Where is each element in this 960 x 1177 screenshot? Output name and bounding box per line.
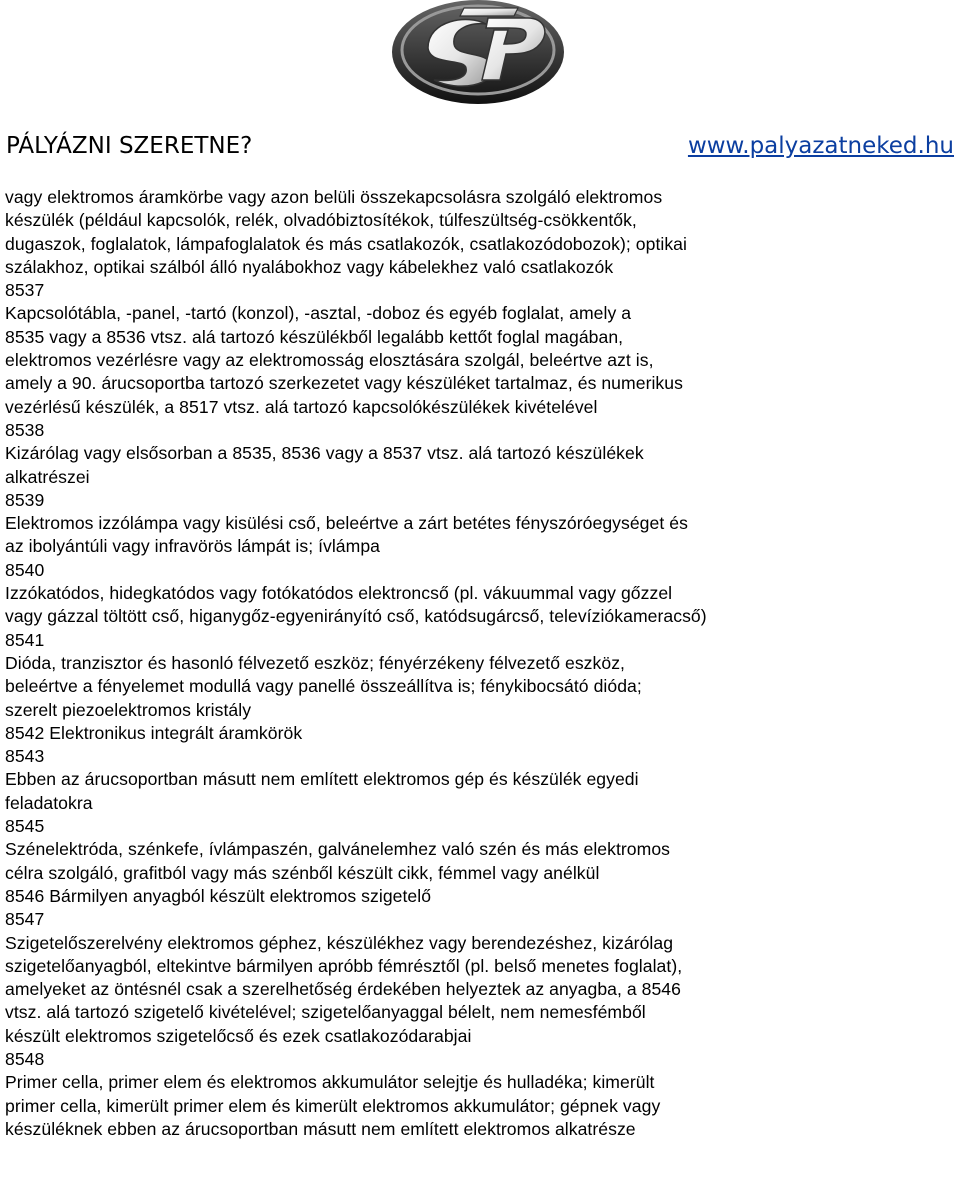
text-line: Elektromos izzólámpa vagy kisülési cső, beleértve a zárt betétes fényszóróegységet és [5, 513, 688, 534]
text-line: 8535 vagy a 8536 vtsz. alá tartozó készülékből legalább kettőt foglal magában, [5, 326, 624, 347]
text-line: Izzókatódos, hidegkatódos vagy fotókatódos elektroncső (pl. vákuummal vagy gőzzel [5, 583, 673, 604]
text-line: célra szolgáló, grafitból vagy más szénből készült cikk, fémmel vagy anélkül [5, 862, 600, 883]
text-line: feladatokra [5, 792, 93, 813]
text-line: Szénelektróda, szénkefe, ívlámpaszén, galvánelemhez való szén és más elektromos [5, 839, 671, 860]
page-header [6, 126, 954, 166]
text-line: Ebben az árucsoportban másutt nem említett elektromos gép és készülék egyedi [5, 769, 639, 790]
usp-logo-icon [368, 0, 588, 120]
text-line: 8547 [5, 909, 45, 930]
text-line: 8543 [5, 746, 45, 767]
text-line: amelyeket az öntésnél csak a szerelhetőség érdekében helyeztek az anyagba, a 8546 [5, 979, 681, 1000]
text-line: készüléknek ebben az árucsoportban másutt nem említett elektromos alkatrésze [5, 1118, 636, 1139]
text-line: 8539 [5, 489, 45, 510]
text-line: Primer cella, primer elem és elektromos akkumulátor selejtje és hulladéka; kimerült [5, 1072, 655, 1093]
document-body [5, 186, 955, 1141]
text-line: Kapcsolótábla, -panel, -tartó (konzol), -asztal, -doboz és egyéb foglalat, amely a [5, 303, 632, 324]
text-line: Dióda, tranzisztor és hasonló félvezető eszköz; fényérzékeny félvezető eszköz, [5, 652, 625, 673]
text-line: dugaszok, foglalatok, lámpafoglalatok és más csatlakozók, csatlakozódobozok); optikai [5, 233, 687, 254]
text-line: beleértve a fényelemet modullá vagy panellé összeállítva is; fénykibocsátó dióda; [5, 676, 642, 697]
text-line: 8545 [5, 816, 45, 837]
text-line: 8537 [5, 280, 45, 301]
text-line: készülék (például kapcsolók, relék, olvadóbiztosítékok, túlfeszültség-csökkentők, [5, 210, 637, 231]
text-line: vtsz. alá tartozó szigetelő kivételével; szigetelőanyaggal bélelt, nem nemesfémből [5, 1002, 646, 1023]
text-line: készült elektromos szigetelőcső és ezek csatlakozódarabjai [5, 1025, 472, 1046]
text-line: amely a 90. árucsoportba tartozó szerkezetet vagy készüléket tartalmaz, és numerikus [5, 373, 683, 394]
header-title: PÁLYÁZNI SZERETNE? [6, 133, 253, 159]
text-line: 8546 Bármilyen anyagból készült elektromos szigetelő [5, 885, 432, 906]
text-line: 8538 [5, 419, 45, 440]
text-line: 8548 [5, 1048, 45, 1069]
text-line: szerelt piezoelektromos kristály [5, 699, 252, 720]
text-line: 8541 [5, 629, 45, 650]
text-line: Kizárólag vagy elsősorban a 8535, 8536 vagy a 8537 vtsz. alá tartozó készülékek [5, 443, 644, 464]
text-line: vagy gázzal töltött cső, higanygőz-egyenirányító cső, katódsugárcső, televíziókameracső) [5, 606, 707, 627]
website-link[interactable]: www.palyazatneked.hu [687, 133, 954, 159]
text-line: szigetelőanyagból, eltekintve bármilyen apróbb fémrésztől (pl. belső menetes foglalat), [5, 955, 683, 976]
text-line: szálakhoz, optikai szálból álló nyalábokhoz vagy kábelekhez való csatlakozók [5, 256, 614, 277]
text-line: primer cella, kimerült primer elem és kimerült elektromos akkumulátor; gépnek vagy [5, 1095, 661, 1116]
text-line: elektromos vezérlésre vagy az elektromosság elosztására szolgál, beleértve azt is, [5, 350, 654, 371]
text-line: vagy elektromos áramkörbe vagy azon belüli összekapcsolásra szolgáló elektromos [5, 187, 663, 207]
text-line: vezérlésű készülék, a 8517 vtsz. alá tartozó kapcsolókészülékek kivételével [5, 396, 598, 417]
text-line: Szigetelőszerelvény elektromos géphez, készülékhez vagy berendezéshez, kizárólag [5, 932, 674, 953]
text-line: az ibolyántúli vagy infravörös lámpát is; ívlámpa [5, 536, 381, 557]
text-line: 8542 Elektronikus integrált áramkörök [5, 722, 303, 743]
text-line: alkatrészei [5, 466, 90, 487]
text-line: 8540 [5, 559, 45, 580]
